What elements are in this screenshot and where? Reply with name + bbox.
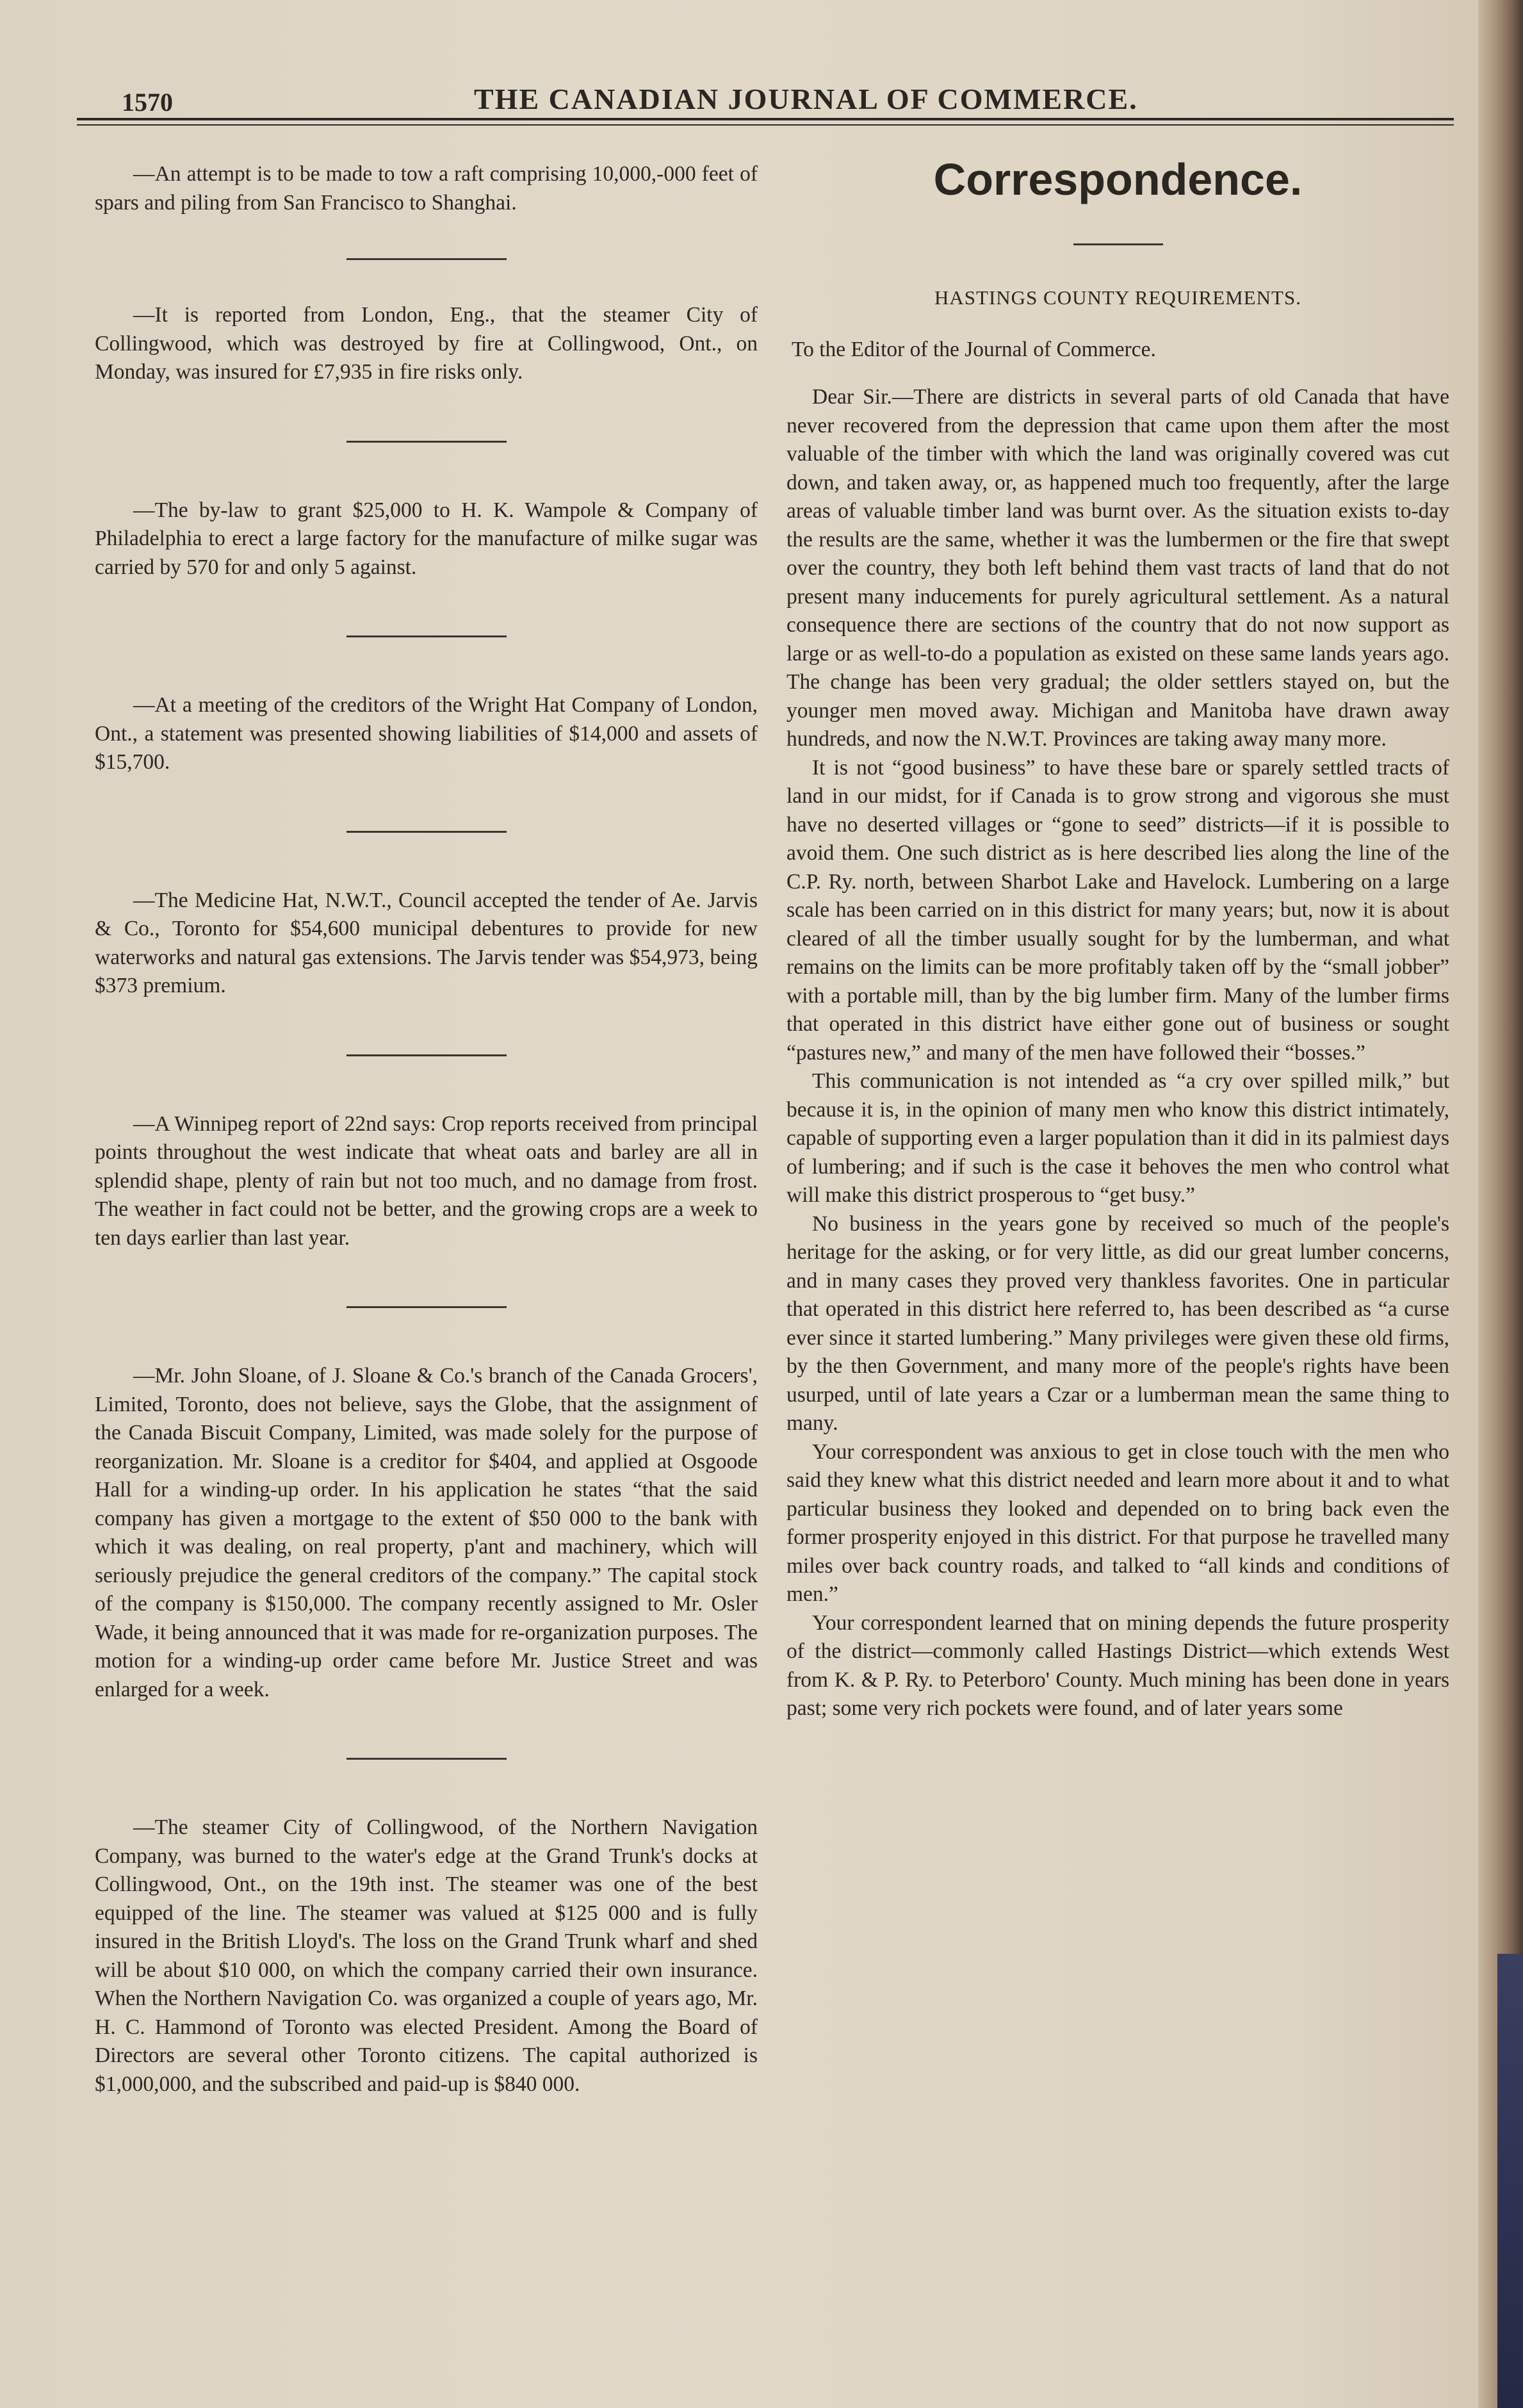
header-rule-thick — [77, 118, 1454, 120]
news-item: —It is reported from London, Eng., that the steamer City of Collingwood, which was destroyed by fire at Collingwood, Ont., on Monday, was insured for £7,935 in fire risks only. — [95, 303, 758, 384]
separator-rule — [346, 1054, 507, 1056]
separator-rule — [346, 441, 507, 443]
separator-rule — [346, 1306, 507, 1308]
separator-rule — [346, 1758, 507, 1760]
left-column — [95, 147, 758, 2099]
right-column — [786, 147, 1449, 1723]
binding-cover-edge — [1497, 1954, 1523, 2408]
news-item: —Mr. John Sloane, of J. Sloane & Co.'s branch of the Canada Grocers', Limited, Toronto, does not believe, says the Globe, that the assignment of the Canada Biscuit Company, Limited, was made solely for the purpose of reorganization. Mr. Sloane is a creditor for $404, and applied at Osgoode Hall for a winding-up order. In his application he states “that the said company has given a mortgage to the extent of $50 000 to the bank with which it was dealing, on real property, p'ant and machinery, which will seriously prejudice the general creditors of the company.” The capital stock of the company is $150,000. The company recently assigned to Mr. Osler Wade, it being announced that it was made for re-organization purposes. The motion for a winding-up order came before Mr. Justice Street and was enlarged for a week. — [95, 1364, 758, 1701]
separator-rule — [346, 635, 507, 637]
news-item: —The by-law to grant $25,000 to H. K. Wampole & Company of Philadelphia to erect a large factory for the manufacture of milke sugar was carried by 570 for and only 5 against. — [95, 498, 758, 579]
news-item: —A Winnipeg report of 22nd says: Crop reports received from principal points throughout the west indicate that wheat oats and barley are all in splendid shape, plenty of rain but not too much, and no damage from frost. The weather in fact could not be better, and the growing crops are a week to ten days earlier than last year. — [95, 1111, 758, 1250]
journal-title: THE CANADIAN JOURNAL OF COMMERCE. — [474, 83, 1138, 115]
page-header — [77, 82, 1454, 120]
letter-heading: HASTINGS COUNTY REQUIREMENTS. — [934, 286, 1301, 309]
section-title: Correspondence. — [933, 154, 1303, 204]
letter-paragraph: This communication is not intended as “a cry over spilled milk,” but because it is, in the opinion of many men who know this district intimately, capable of supporting even a larger population than it did in its palmiest days of lumbering; and if such is the case it behoves the men who control what will make this district prosperous to “get busy.” — [786, 1069, 1449, 1207]
letter-paragraph: Your correspondent learned that on mining depends the future prosperity of the district—commonly called Hastings District—which extends West from K. & P. Ry. to Peterboro' County. Much mining has been done in years past; some very rich pockets were found, and of later years some — [786, 1610, 1449, 1720]
page-number: 1570 — [122, 88, 173, 117]
letter-paragraph: Your correspondent was anxious to get in close touch with the men who said they knew what this district needed and learn more about it and to what particular business they looked and depended on to bring back even the former prosperity enjoyed in this district. For that purpose he travelled many miles over back country roads, and talked to “all kinds and conditions of men.” — [786, 1439, 1449, 1606]
news-item: —At a meeting of the creditors of the Wright Hat Company of London, Ont., a statement was presented showing liabilities of $14,000 and assets of $15,700. — [95, 693, 758, 774]
letter-paragraph: It is not “good business” to have these bare or sparely settled tracts of land in our midst, for if Canada is to grow strong and vigorous she must have no deserted villages or “gone to seed” districts—if it is possible to avoid them. One such district as is here described lies along the line of the C.P. Ry. north, between Sharbot Lake and Havelock. Lumbering on a large scale has been carried on in this district for many years; but, now it is about cleared of all the timber usually sought for by the lumberman, and what remains on the limits can be more profitably taken off by the “small jobber” with a portable mill, than by the big lumber firm. Many of the lumber firms that operated in this district have either gone out of business or sought “pastures new,” and many of the men have followed their “bosses.” — [786, 755, 1449, 1065]
separator-rule — [1073, 243, 1163, 245]
news-item: —The steamer City of Collingwood, of the Northern Navigation Company, was burned to the water's edge at the Grand Trunk's docks at Collingwood, Ont., on the 19th inst. The steamer was one of the best equipped of the line. The steamer was valued at $125 000 and is fully insured in the British Lloyd's. The loss on the Grand Trunk wharf and shed will be about $10 000, on which the company carried their own insurance. When the Northern Navigation Co. was organized a couple of years ago, Mr. H. C. Hammond of Toronto was elected President. Among the Board of Directors are several other Toronto citizens. The capital authorized is $1,000,000, and the subscribed and paid-up is $840 000. — [95, 1815, 758, 2096]
letter-address: To the Editor of the Journal of Commerce. — [792, 337, 1156, 361]
news-item: —The Medicine Hat, N.W.T., Council accepted the tender of Ae. Jarvis & Co., Toronto for $54,600 municipal debentures to provide for new waterworks and natural gas extensions. The Jarvis tender was $54,973, being $373 premium. — [95, 888, 758, 997]
letter-paragraph: No business in the years gone by received so much of the people's heritage for the asking, or for very little, as did our great lumber concerns, and in many cases they proved very thankless favorites. One in particular that operated in this district here referred to, has been described as “a curse ever since it started lumbering.” Many privileges were given these old firms, by the then Government, and many more of the people's rights have been usurped, until of late years a Czar or a lumberman mean the same thing to many. — [786, 1211, 1449, 1435]
news-item: —An attempt is to be made to tow a raft comprising 10,000,-000 feet of spars and piling from San Francisco to Shanghai. — [95, 162, 758, 215]
letter-paragraph: Dear Sir.—There are districts in several parts of old Canada that have never recovered from the depression that came upon them after the most valuable of the timber with which the land was originally covered was cut down, and taken away, or, as happened much too frequently, after the large areas of valuable timber land was burnt over. As the situation exists to-day the results are the same, whether it was the lumbermen or the fire that swept over the country, they both left behind them vast tracts of land that do not present many inducements for purely agricultural settlement. As a natural consequence there are sections of the country that do not now support as large or as well-to-do a population as existed on these same lands years ago. The change has been very gradual; the older settlers stayed on, but the younger men moved away. Michigan and Manitoba have drawn away hundreds, and now the N.W.T. Provinces are taking away many more. — [786, 385, 1449, 751]
separator-rule — [346, 258, 507, 260]
header-rule-thin — [77, 124, 1454, 126]
separator-rule — [346, 831, 507, 833]
